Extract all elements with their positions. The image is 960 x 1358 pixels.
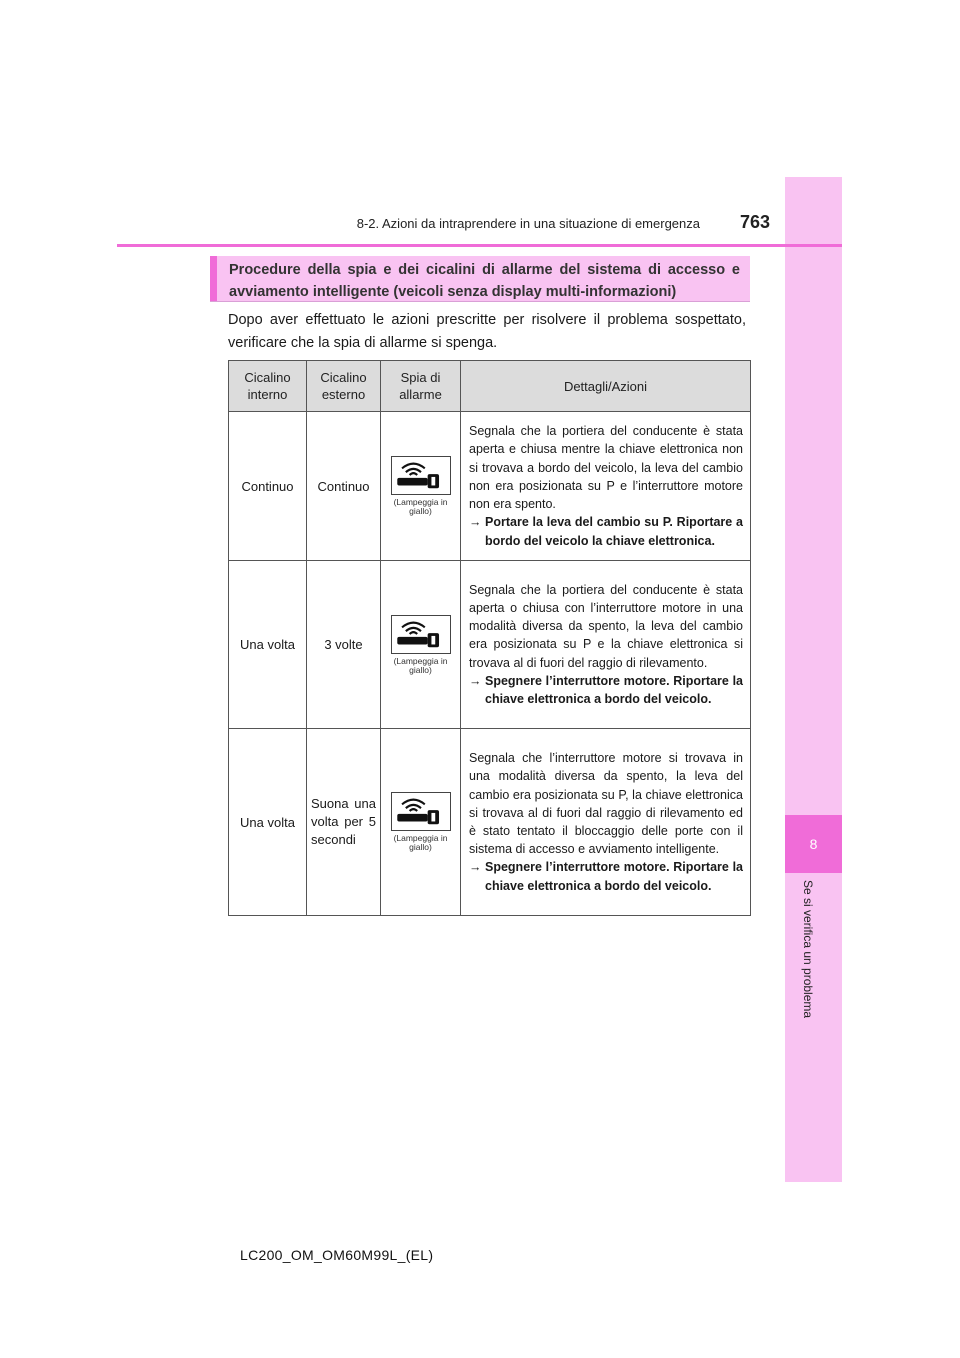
table-row <box>229 729 751 916</box>
header-spia-allarme: Spia di allarme <box>381 361 461 412</box>
cell-cicalino-esterno: Continuo <box>307 412 381 561</box>
icon-caption: (Lampeggia in giallo) <box>393 497 448 516</box>
icon-caption: (Lampeggia in giallo) <box>393 833 448 852</box>
icon-caption: (Lampeggia in giallo) <box>393 655 448 675</box>
cell-cicalino-esterno: Suona una volta per 5 secondi <box>307 729 381 916</box>
table-row <box>229 412 751 561</box>
table-row <box>229 561 751 729</box>
cell-dettagli <box>461 729 751 916</box>
section-title: 8-2. Azioni da intraprendere in una situazione di emergenza <box>356 216 700 231</box>
cell-cicalino-interno: Una volta <box>229 561 307 729</box>
cell-spia-allarme <box>381 729 461 916</box>
cell-spia-allarme <box>381 561 461 729</box>
cell-dettagli <box>461 412 751 561</box>
action-line <box>469 858 743 894</box>
smart-key-warning-icon <box>391 456 451 495</box>
arrow-icon: → <box>469 860 482 875</box>
action-text: Spegnere l’interruttore motore. Riportare la chiave elettronica a bordo del veicolo. <box>485 860 743 893</box>
header-dettagli-azioni: Dettagli/Azioni <box>461 361 751 412</box>
details-text: Segnala che la portiera del conducente è stata aperta o chiusa con l’interruttore motore in una modalità diversa da spento, la leva del cambio era posizionata su P e la chiave elettronica si trovava al di fuori del raggio di rilevamento. <box>469 582 743 670</box>
procedure-box-title: Procedure della spia e dei cicalini di allarme del sistema di accesso e avviamento intelligente (veicoli senza display multi-informazioni) <box>210 256 750 302</box>
header-divider <box>117 244 842 247</box>
action-text: Portare la leva del cambio su P. Riportare a bordo del veicolo la chiave elettronica. <box>485 515 743 548</box>
cell-cicalino-esterno: 3 volte <box>307 561 381 729</box>
box-title-divider <box>210 301 750 302</box>
page-number: 763 <box>740 212 771 232</box>
action-text: Spegnere l’interruttore motore. Riportare la chiave elettronica a bordo del veicolo. <box>485 673 743 706</box>
intro-paragraph: Dopo aver effettuato le azioni prescritte per risolvere il problema sospettato, verificare che la spia di allarme si spenga. <box>228 312 746 351</box>
document-footer-code: LC200_OM_OM60M99L_(EL) <box>240 1247 434 1263</box>
warning-table <box>228 360 751 916</box>
smart-key-warning-icon <box>391 792 451 831</box>
arrow-icon: → <box>469 515 482 530</box>
table-header-row <box>229 361 751 412</box>
chapter-number: 8 <box>785 815 842 873</box>
cell-cicalino-interno: Continuo <box>229 412 307 561</box>
details-text: Segnala che l’interruttore motore si trovava in una modalità diversa da spento, la leva del cambio era posizionata su P, la chiave elettronica si trovava al di fuori dal raggio di rilevamento ed è stato tentato il bloccaggio delle porte con il sistema di accesso e avviamento intelligente. <box>469 751 743 857</box>
cell-cicalino-interno: Una volta <box>229 729 307 916</box>
chapter-label: Se si verifica un problema <box>801 880 815 1019</box>
details-text: Segnala che la portiera del conducente è stata aperta e chiusa mentre la chiave elettronica non si trovava a bordo del veicolo, la leva del cambio non era posizionata su P e l’interruttore motore non era spento. <box>469 424 743 512</box>
cell-dettagli <box>461 561 751 729</box>
action-line <box>469 513 743 549</box>
header-cicalino-esterno: Cicalino esterno <box>307 361 381 412</box>
cell-spia-allarme <box>381 412 461 561</box>
header-cicalino-interno: Cicalino interno <box>229 361 307 412</box>
arrow-icon: → <box>469 673 482 688</box>
smart-key-warning-icon <box>391 615 451 654</box>
action-line <box>469 672 743 708</box>
chapter-side-tab <box>785 177 842 1182</box>
